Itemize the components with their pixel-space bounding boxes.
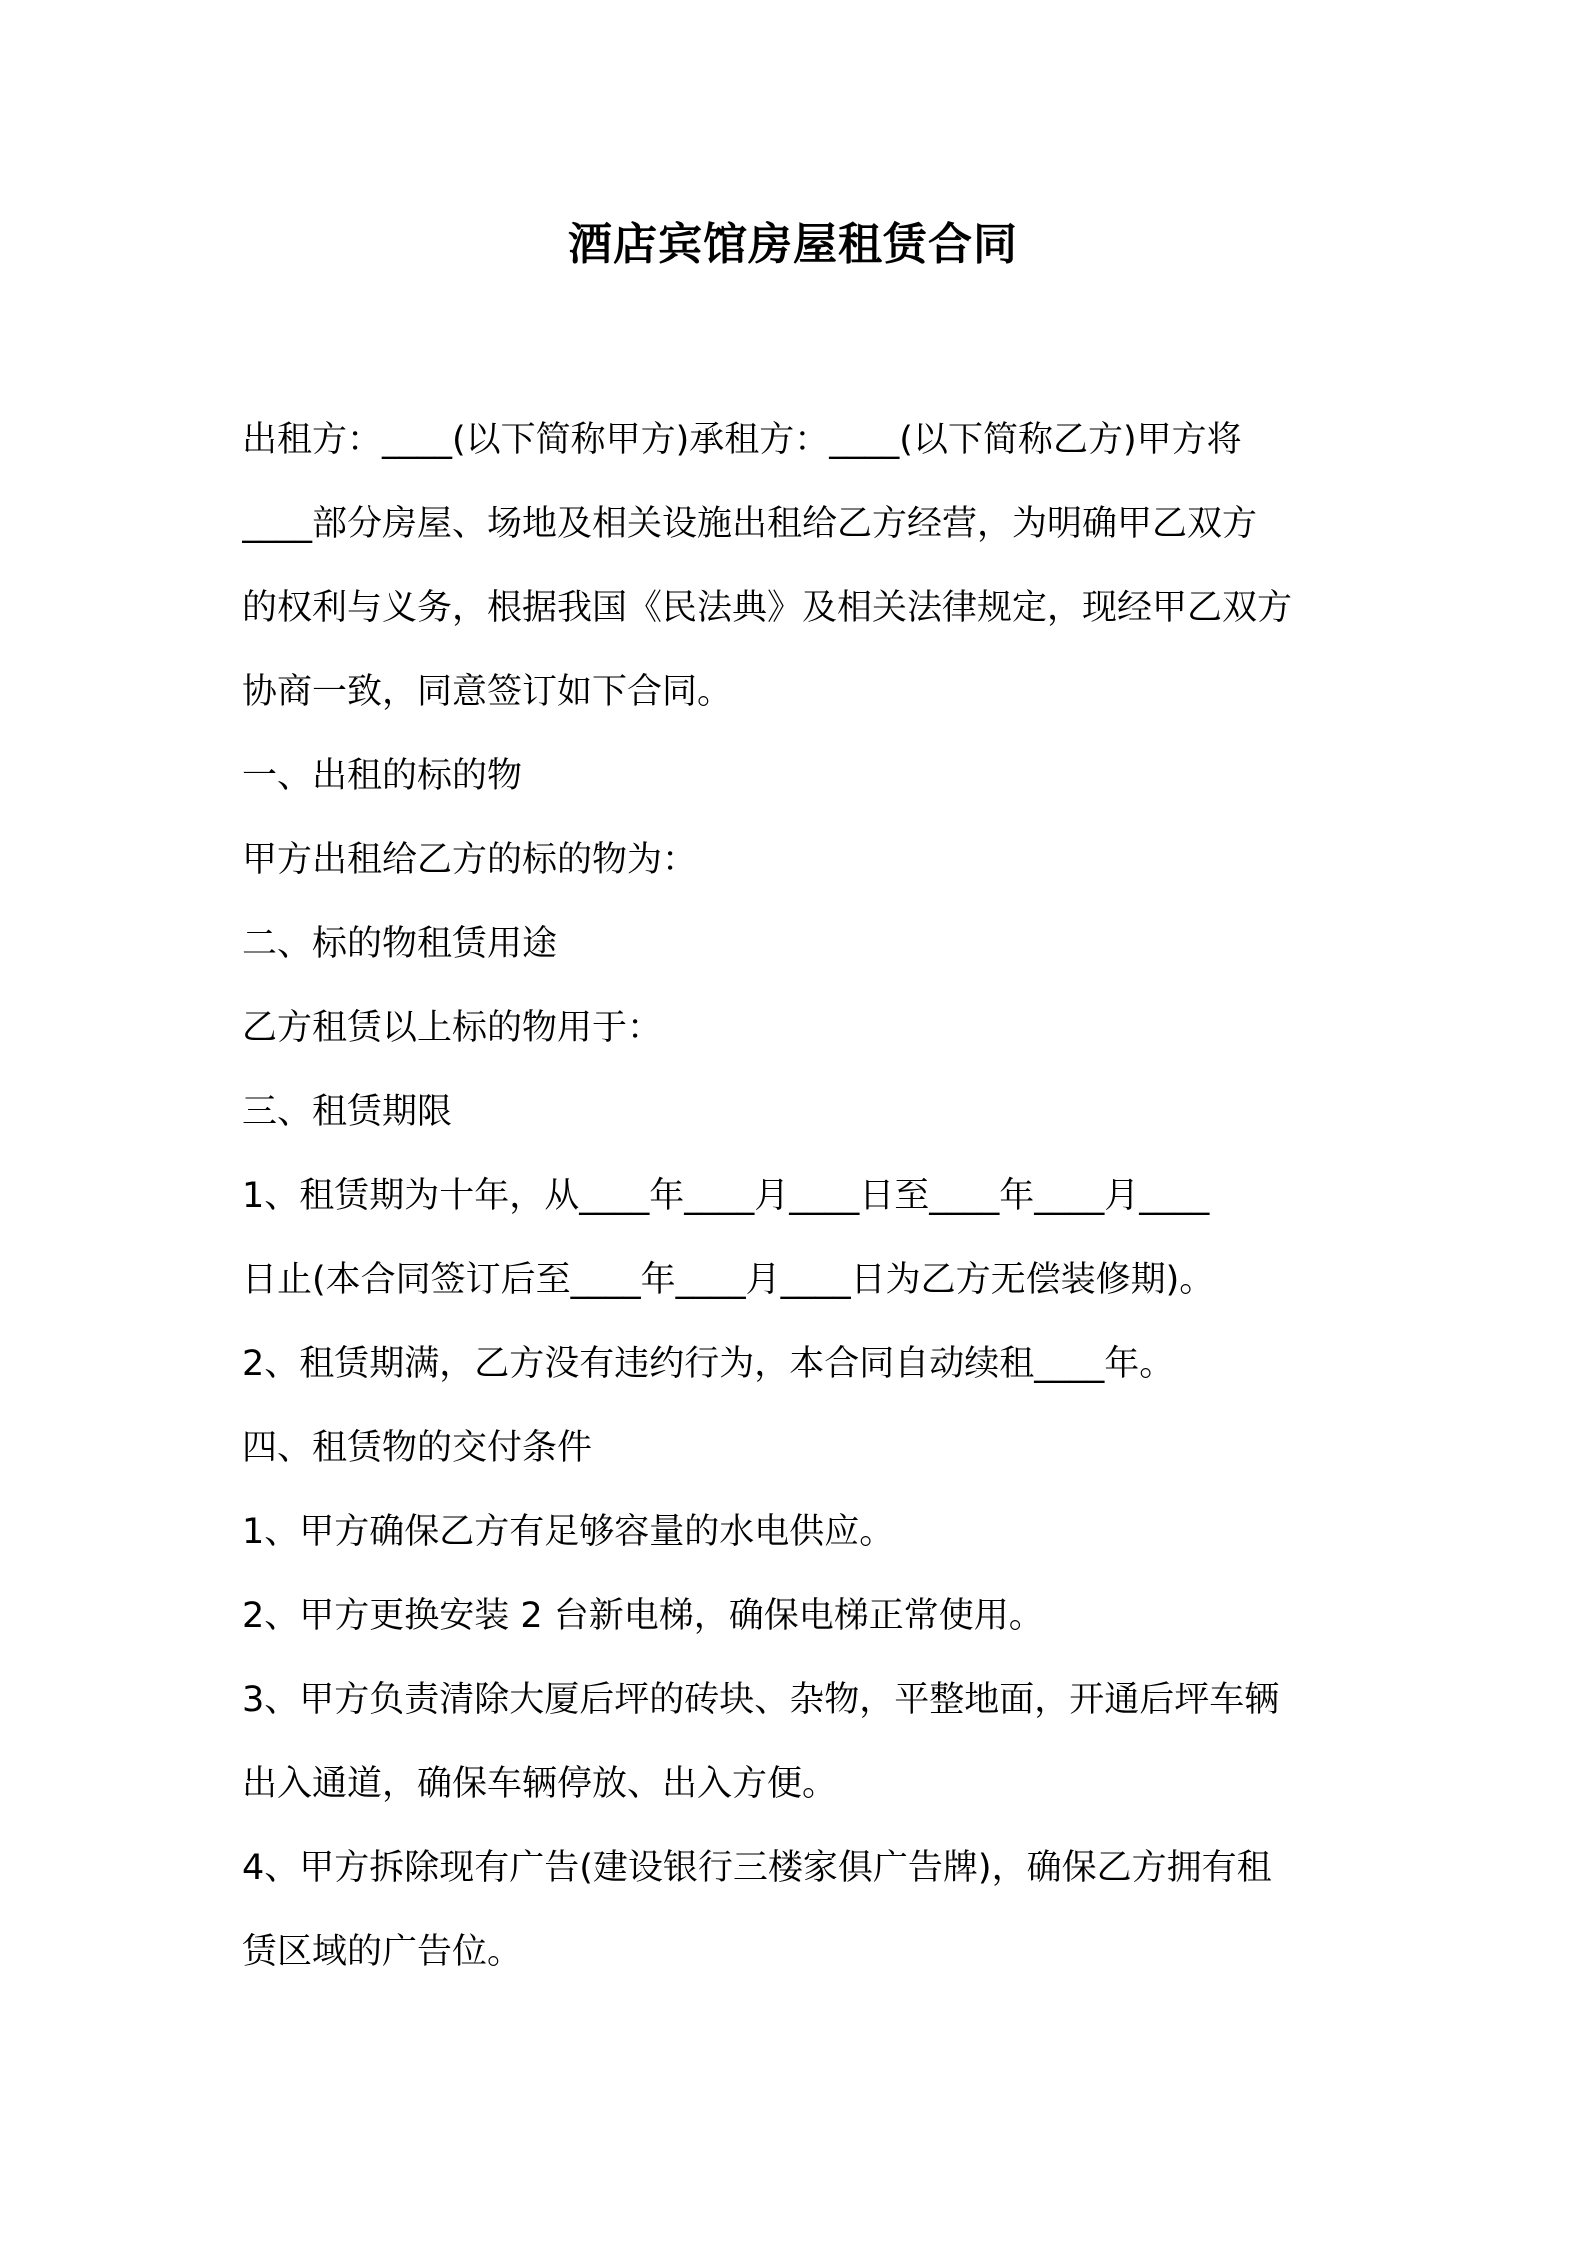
section-heading: 三、租赁期限 — [242, 1092, 453, 1132]
document-body — [242, 398, 1362, 1994]
paragraph-line: 4、甲方拆除现有广告(建设银行三楼家俱广告牌)，确保乙方拥有租 — [242, 1848, 1272, 1888]
paragraph-line: 1、甲方确保乙方有足够容量的水电供应。 — [242, 1512, 895, 1552]
paragraph-line: 出租方：____(以下简称甲方)承租方：____(以下简称乙方)甲方将 — [242, 420, 1242, 460]
section-heading: 一、出租的标的物 — [242, 756, 523, 796]
document-title: 酒店宾馆房屋租赁合同 — [568, 219, 1018, 270]
paragraph-line: 协商一致，同意签订如下合同。 — [242, 672, 733, 712]
section-heading: 四、租赁物的交付条件 — [242, 1428, 593, 1468]
paragraph-line: 3、甲方负责清除大厦后坪的砖块、杂物，平整地面，开通后坪车辆 — [242, 1680, 1280, 1720]
paragraph-line: 2、租赁期满，乙方没有违约行为，本合同自动续租____年。 — [242, 1344, 1175, 1384]
paragraph-line: 乙方租赁以上标的物用于： — [242, 1008, 663, 1048]
paragraph-line: 甲方出租给乙方的标的物为： — [242, 840, 698, 880]
section-heading: 二、标的物租赁用途 — [242, 924, 558, 964]
paragraph-line: ____部分房屋、场地及相关设施出租给乙方经营，为明确甲乙双方 — [242, 504, 1258, 544]
paragraph-line: 1、租赁期为十年，从____年____月____日至____年____月____ — [242, 1176, 1210, 1216]
paragraph-line: 日止(本合同签订后至____年____月____日为乙方无偿装修期)。 — [242, 1260, 1215, 1300]
paragraph-line: 赁区域的广告位。 — [242, 1932, 523, 1972]
paragraph-line: 2、甲方更换安装 2 台新电梯，确保电梯正常使用。 — [242, 1596, 1044, 1636]
paragraph-line: 的权利与义务，根据我国《民法典》及相关法律规定，现经甲乙双方 — [242, 588, 1293, 628]
paragraph-line: 出入通道，确保车辆停放、出入方便。 — [242, 1764, 838, 1804]
